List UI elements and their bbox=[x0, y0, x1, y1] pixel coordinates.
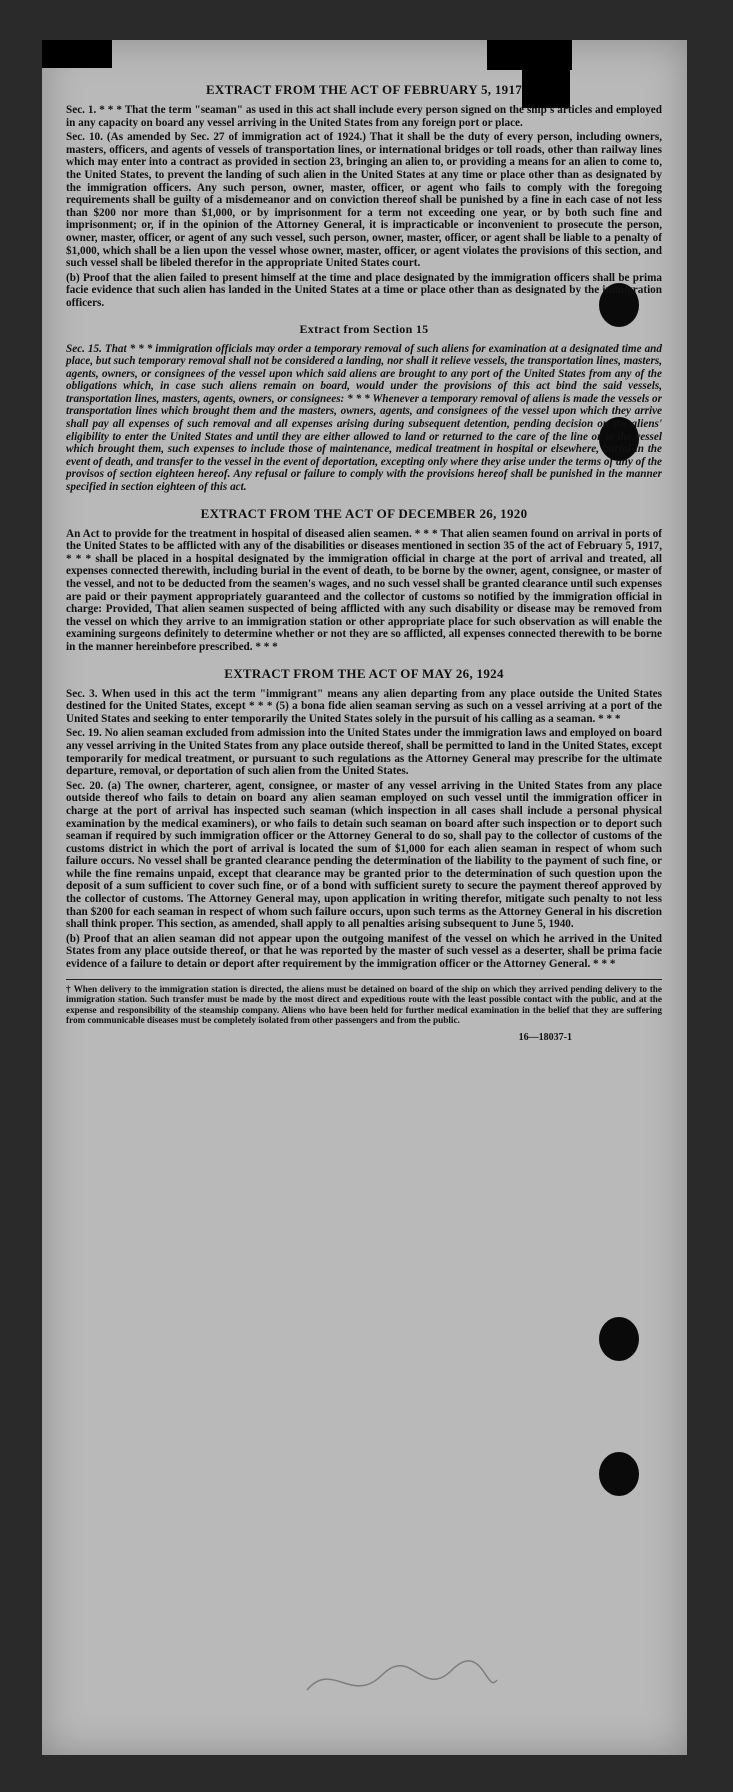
section-19-paragraph: Sec. 19. No alien seaman excluded from admission into the United States under the immigration laws and employed on board any vessel arriving in the United States from any place outside thereof, shall be permitted to land in the United States, except temporarily for medical treatment, or pursuant to such regulations as the Attorney General may prescribe for the ultimate departure, removal, or deportation of such alien from the United States. bbox=[66, 727, 662, 778]
heading-act-1924: EXTRACT FROM THE ACT OF MAY 26, 1924 bbox=[224, 665, 504, 681]
section-10b-paragraph: (b) Proof that the alien failed to present himself at the time and place designated by the immigration officers shall be prima facie evidence that such alien has landed in the United States at a time or place other than as designated by the immigration officers. bbox=[66, 271, 662, 309]
handwritten-mark bbox=[302, 1650, 502, 1710]
section-20b-paragraph: (b) Proof that an alien seaman did not appear upon the outgoing manifest of the vessel on which he arrived in the United States from any place outside thereof, or that he was reported by the master of such vessel as a deserter, shall be prima facie evidence of a failure to detain or deport after requirement by the immigration officer or the Attorney General. * * * bbox=[66, 932, 662, 971]
punch-hole bbox=[599, 1317, 639, 1361]
black-tab-right bbox=[487, 40, 572, 70]
act-1920-paragraph: An Act to provide for the treatment in hospital of diseased alien seamen. * * * That alien seamen found on arrival in ports of the United States to be afflicted with any of the disabilities or diseases mentioned in section 35 of the act of February 5, 1917, * * * shall be placed in a hospital designated by the immigration official in charge at the port of arrival and treated, all expenses connected therewith, including burial in the event of death, to be borne by the owner, agent, consignee, or master of the vessel, and not to be deducted from the seamen's wages, and no such vessel shall be granted clearance until such expenses are paid or their payment appropriately guaranteed and the collector of customs so notified by the immigration official in charge: Provided, That alien seamen suspected of being afflicted with any such disability or disease may be removed from the vessel on which they arrive to an immigration station or other appropriate place for such observation as will enable the examining surgeons definitely to determine whether or not they are so afflicted, all expenses connected therewith to be borne in the manner hereinbefore prescribed. * * * bbox=[66, 527, 662, 653]
section-20-paragraph: Sec. 20. (a) The owner, charterer, agent, consignee, or master of any vessel arriving in the United States from any place outside thereof who fails to detain on board any alien seaman employed on such vessel until the immigration officer in charge at the port of arrival has inspected such seaman (which inspection in all cases shall include a personal physical examination by the medical examiners), or who fails to detain such seaman on board after such inspection or to deport such seaman if required by such immigration officer or the Attorney General to do so, shall pay to the collector of customs of the customs district in which the port of arrival is located the sum of $1,000 for each alien seaman in respect of whom such failure occurs. No vessel shall be granted clearance pending the determination of the liability to the payment of such fine, or while the fine remains unpaid, except that clearance may be granted prior to the determination of such question upon the deposit of a sum sufficient to cover such fine, or of a bond with sufficient surety to secure the payment thereof approved by the collector of customs. The Attorney General may, upon application in writing therefor, mitigate such penalty to not less than $200 for each seaman in respect of whom such failure occurs, upon such terms as the Attorney General in his discretion shall think proper. This section, as amended, shall apply to all penalties arising subsequent to June 5, 1940. bbox=[66, 779, 662, 931]
heading-section-15: Extract from Section 15 bbox=[299, 321, 429, 336]
black-tab-left bbox=[42, 40, 112, 68]
document-body bbox=[66, 82, 662, 1043]
heading-act-1920: EXTRACT FROM THE ACT OF DECEMBER 26, 1920 bbox=[200, 505, 528, 521]
section-3-paragraph: Sec. 3. When used in this act the term "immigrant" means any alien departing from any place outside the United States destined for the United States, except * * * (5) a bona fide alien seaman serving as such on a vessel arriving at a port of the United States and seeking to enter temporarily the United States solely in the pursuit of his calling as a seaman. * * * bbox=[66, 687, 662, 725]
footnote-divider bbox=[66, 979, 662, 980]
section-1-paragraph: Sec. 1. * * * That the term "seaman" as used in this act shall include every person signed on the ship's articles and employed in any capacity on board any vessel arriving in the United States from any foreign port or place. bbox=[66, 104, 662, 129]
form-number: 16—18037-1 bbox=[518, 1032, 572, 1043]
footnote: † When delivery to the immigration station is directed, the aliens must be detained on board of the ship on which they arrived pending delivery to the immigration station. Such transfer must be made by the most direct and expeditious route with the least possible contact with the public, and at the expense and responsibility of the steamship company. Aliens who have been held for further medical examination in the belief that they are suffering from communicable diseases must be completely isolated from other passengers and from the public. bbox=[66, 983, 662, 1026]
section-10-paragraph: Sec. 10. (As amended by Sec. 27 of immigration act of 1924.) That it shall be the duty of every person, including owners, masters, officers, and agents of vessels of transportation lines, or international bridges or toll roads, other than railway lines which may enter into a contract as provided in section 23, bringing an alien to, or providing a means for an alien to come to, the United States, to prevent the landing of such alien in the United States at any time or place other than as designated by the immigration officers. Any such person, owner, master, officer, or agent who fails to comply with the foregoing requirements shall be guilty of a misdemeanor and on conviction thereof shall be punished by a fine in each case of not less than $200 nor more than $1,000, or by imprisonment for a term not exceeding one year, or by both such fine and imprisonment; or, if in the opinion of the Attorney General, it is impracticable or inconvenient to prosecute the person, owner, master, officer, or agent of any such vessel, such person, owner, master, officer, or agent shall be liable to a penalty of $1,000, which shall be a lien upon the vessel whose owner, master, officer, or agent violates the provisions of this section, and such vessel shall be libeled therefor in the appropriate United States court. bbox=[66, 131, 662, 270]
punch-hole bbox=[599, 1452, 639, 1496]
section-15-paragraph: Sec. 15. That * * * immigration officials may order a temporary removal of such aliens for examination at a designated time and place, but such temporary removal shall not be considered a landing, nor shall it relieve vessels, the transportation lines, masters, agents, owners, or consignees of the vessel upon which said aliens are brought to any port of the United States from any of the obligations which, in case such aliens remain on board, would under the provisions of this act bind the said vessels, transportation lines, masters, agents, owners, or consignees: * * * Whenever a temporary removal of aliens is made the vessels or transportation lines which brought them and the masters, owners, agents, and consignees of the vessel upon which they arrive shall pay all expenses of such removal and all expenses arising during subsequent detention, pending decision on the aliens' eligibility to enter the United States and until they are either allowed to land or returned to the care of the line or to the vessel which brought them, such expenses to include those of maintenance, medical treatment in hospital or elsewhere, burial in the event of death, and transfer to the vessel in the event of deportation, excepting only where they arise under the terms of any of the provisos of section eighteen hereof. Any refusal or failure to comply with the provisions hereof shall be punished in the manner specified in section eighteen of this act. bbox=[66, 342, 663, 494]
heading-act-1917: EXTRACT FROM THE ACT OF FEBRUARY 5, 1917 bbox=[205, 82, 523, 97]
document-page bbox=[42, 40, 687, 1755]
